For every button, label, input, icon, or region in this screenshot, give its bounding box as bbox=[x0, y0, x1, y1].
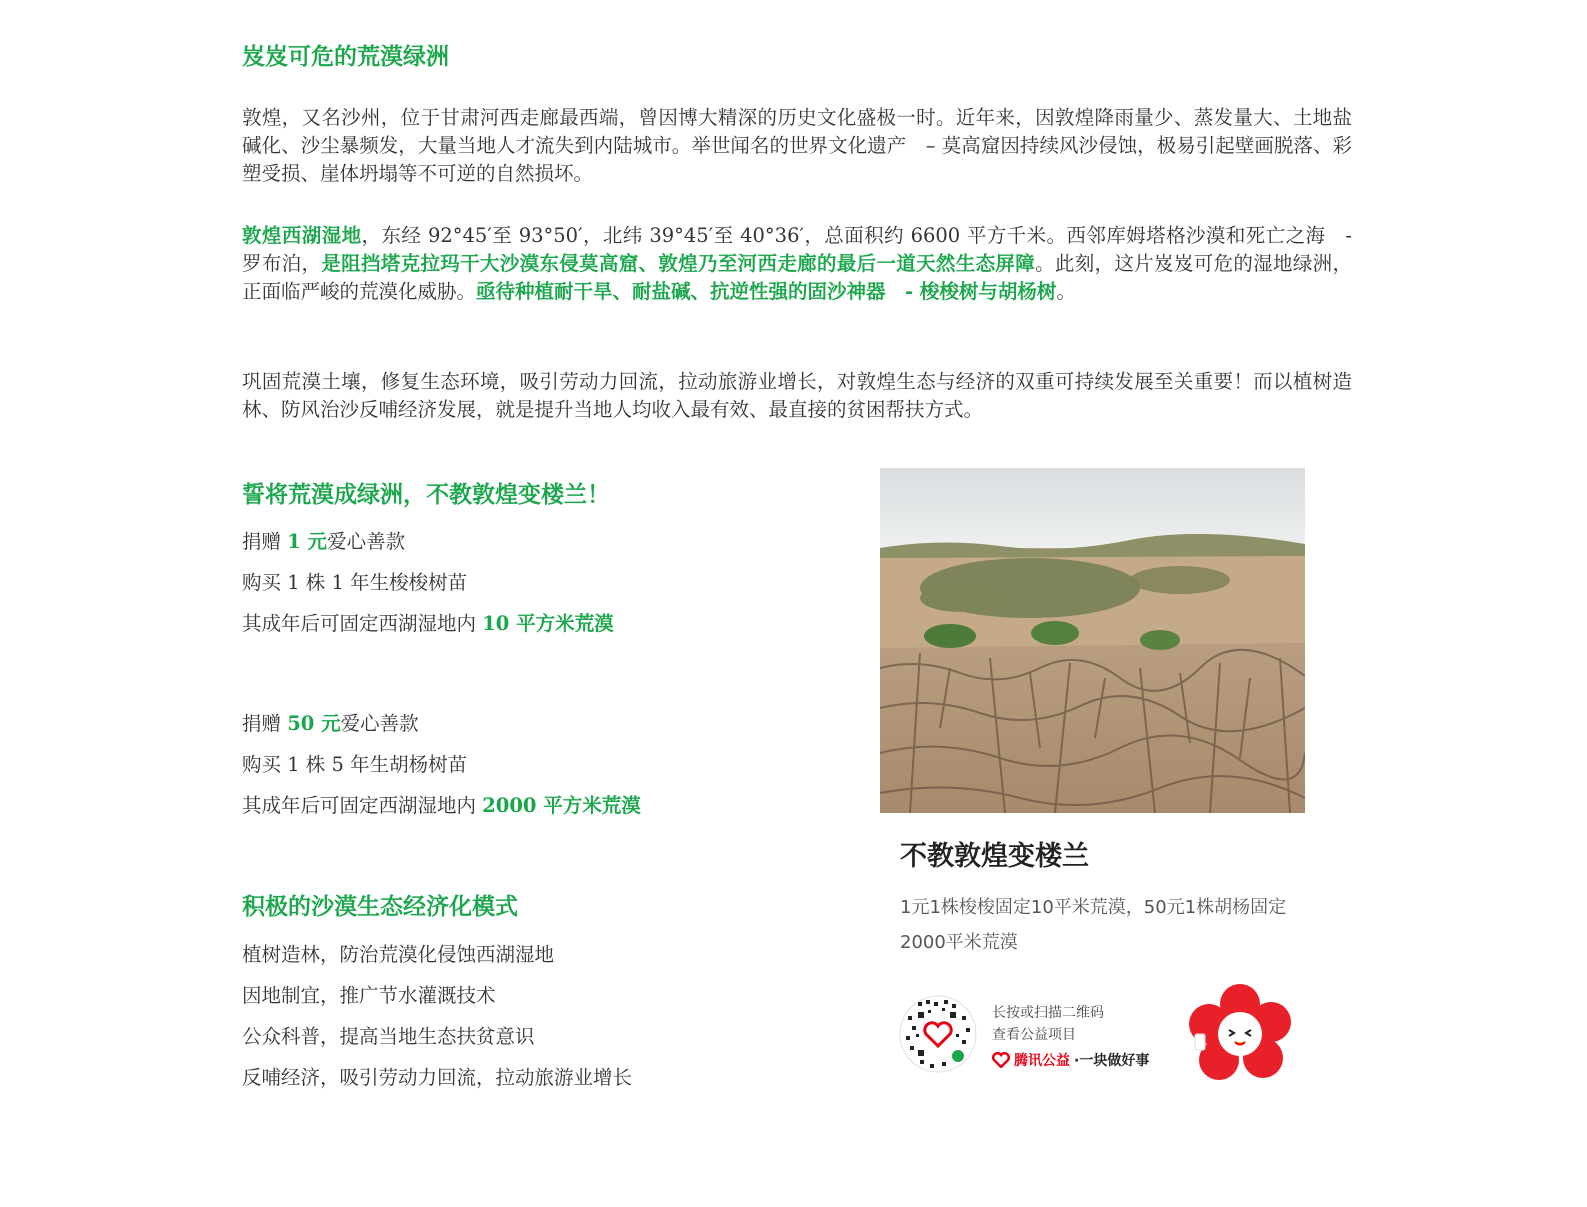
wetland-name: 敦煌西湖湿地 bbox=[242, 224, 362, 247]
qr-view-project: 查看公益项目 bbox=[992, 1027, 1076, 1043]
flower-mascot-icon bbox=[1185, 982, 1295, 1090]
wetland-geo-text: ，东经 92°45′至 93°50′，北纬 39°45′至 40°36′，总面积约 6600 平方千米。西邻库姆塔格沙漠和死亡之海 - 罗布泊， bbox=[242, 224, 1352, 275]
threat-text: 。此刻，这片岌岌可危的湿地绿洲，正面临严峻的荒漠化威胁。 bbox=[242, 252, 1352, 303]
donation-1-amount: 1 元 bbox=[287, 530, 328, 553]
donation-1-fix: 其成年后可固定西湖湿地内 10 平方米荒漠 bbox=[242, 612, 614, 635]
donation-2-fix: 其成年后可固定西湖湿地内 2000 平方米荒漠 bbox=[242, 794, 641, 817]
qr-code-icon[interactable] bbox=[898, 994, 978, 1074]
card-description: 1元1株梭梭固定10平米荒漠，50元1株胡杨固定2000平米荒漠 bbox=[900, 897, 1287, 953]
barrier-highlight: 是阻挡塔克拉玛干大沙漠东侵莫高窟、敦煌乃至河西走廊的最后一道天然生态屏障 bbox=[321, 252, 1036, 275]
economy-paragraph: 巩固荒漠土壤，修复生态环境，吸引劳动力回流，拉动旅游业增长，对敦煌生态与经济的双重可持续发展至关重要！而以植树造林、防风治沙反哺经济发展，就是提升当地人均收入最有效、最直接的贫困帮扶方式。 bbox=[242, 370, 1352, 421]
wetland-paragraph bbox=[242, 222, 1352, 306]
heart-logo-icon bbox=[992, 1052, 1010, 1068]
donation-1-buy: 购买 1 株 1 年生梭梭树苗 bbox=[242, 571, 468, 594]
donation-2-area: 2000 平方米荒漠 bbox=[482, 794, 641, 817]
donation-card[interactable] bbox=[880, 468, 1305, 1091]
cracked-earth-photo bbox=[880, 468, 1305, 813]
tree-highlight: 亟待种植耐干旱、耐盐碱、抗逆性强的固沙神器 - 梭梭树与胡杨树 bbox=[476, 280, 1057, 303]
qr-instruction: 长按或扫描二维码 bbox=[992, 1005, 1104, 1021]
section-title-desert-oasis: 岌岌可危的荒漠绿洲 bbox=[242, 43, 449, 70]
donation-1-line: 捐赠 1 元爱心善款 bbox=[242, 530, 406, 553]
eco-item: 因地制宜，推广节水灌溉技术 bbox=[242, 984, 496, 1007]
section-title-pledge: 誓将荒漠成绿洲，不教敦煌变楼兰！ bbox=[242, 481, 610, 508]
donation-2-line: 捐赠 50 元爱心善款 bbox=[242, 712, 419, 735]
donation-2-amount: 50 元 bbox=[287, 712, 341, 735]
donation-2-buy: 购买 1 株 5 年生胡杨树苗 bbox=[242, 753, 468, 776]
eco-item: 反哺经济，吸引劳动力回流，拉动旅游业增长 bbox=[242, 1066, 633, 1089]
donation-1-area: 10 平方米荒漠 bbox=[482, 612, 614, 635]
period: 。 bbox=[1056, 280, 1076, 303]
qr-section[interactable] bbox=[880, 976, 1305, 1091]
intro-paragraph: 敦煌，又名沙州，位于甘肃河西走廊最西端，曾因博大精深的历史文化盛极一时。近年来，因敦煌降雨量少、蒸发量大、土地盐碱化、沙尘暴频发，大量当地人才流失到内陆城市。举世闻名的世界文化遗产 – 莫高窟因持续风沙侵蚀，极易引起壁画脱落、彩塑受损、崖体坍塌等不可逆的自然损坏。 bbox=[242, 106, 1352, 185]
card-title: 不教敦煌变楼兰 bbox=[900, 841, 1089, 872]
eco-item: 植树造林，防治荒漠化侵蚀西湖湿地 bbox=[242, 943, 555, 966]
eco-item: 公众科普，提高当地生态扶贫意识 bbox=[242, 1025, 535, 1048]
tencent-charity-brand: 腾讯公益 ·一块做好事 bbox=[992, 1050, 1149, 1070]
section-title-eco-model: 积极的沙漠生态经济化模式 bbox=[242, 893, 518, 920]
